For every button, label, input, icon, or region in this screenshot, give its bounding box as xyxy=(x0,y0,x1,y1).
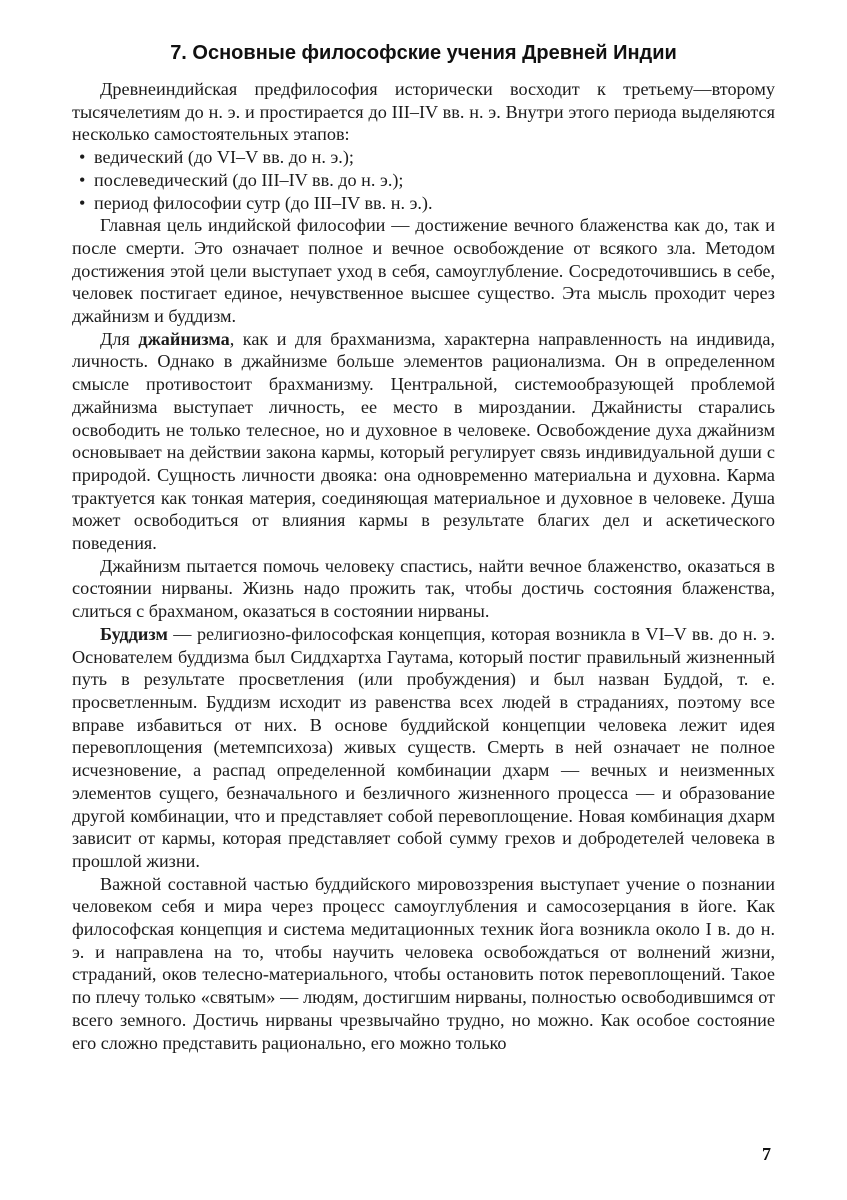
list-item xyxy=(72,146,775,169)
paragraph-jainism-salvation: Джайнизм пытается помочь человеку спастись, найти вечное блаженство, оказаться в состоянии нирваны. Жизнь надо прожить так, чтобы достичь состояния блаженства, слиться с брахманом, оказаться в состоянии нирваны. xyxy=(72,555,775,622)
list-item-text: период философии сутр (до III–IV вв. н. э.). xyxy=(94,192,433,213)
paragraph-text: — религиозно-философская концепция, которая возникла в VI–V вв. до н. э. Основателем буддизма был Сиддхартха Гаутама, который постиг правильный жизненный путь в результате просветления (или пробуждения) и был назван Буддой, т. е. просветленным. Буддизм исходит из равенства всех людей в страданиях, поэтому все вправе избавиться от них. В основе буддийской концепции человека лежит идея перевоплощения (метемпсихоза) живых существ. Смерть в ней означает не полное исчезновение, а распад определенной комбинации дхарм — вечных и неизменных элементов сущего, безначального и безличного жизненного процесса — и образование другой комбинации, что и представляет собой перевоплощение. Новая комбинация дхарм зависит от кармы, которая представляет собой сумму грехов и добродетелей человека в прошлой жизни. xyxy=(72,623,775,871)
list-item-text: послеведический (до III–IV вв. до н. э.); xyxy=(94,169,404,190)
list-item xyxy=(72,169,775,192)
bullet-icon: • xyxy=(79,147,86,168)
paragraph-main-goal: Главная цель индийской философии — достижение вечного блаженства как до, так и после смерти. Это означает полное и вечное освобождение от всякого зла. Методом достижения этой цели выступает уход в себя, самоуглубление. Сосредоточившись в себе, человек постигает единое, нечувственное высшее существо. Эта мысль проходит через джайнизм и буддизм. xyxy=(72,215,775,327)
term-jainism: джайнизма xyxy=(138,328,230,349)
bullet-icon: • xyxy=(79,192,86,213)
term-buddhism: Буддизм xyxy=(100,623,168,644)
paragraph-text: Для xyxy=(100,328,139,349)
list-item xyxy=(72,192,775,215)
page-title: 7. Основные философские учения Древней Индии xyxy=(170,42,677,64)
list-item-text: ведический (до VI–V вв. до н. э.); xyxy=(94,147,354,168)
paragraph-buddhism xyxy=(72,623,775,873)
paragraph-intro: Древнеиндийская предфилософия исторически восходит к третьему—второму тысячелетиям до н. э. и простирается до III–IV вв. н. э. Внутри этого периода выделяются несколько самостоятельных этапов: xyxy=(72,79,775,145)
page-number: 7 xyxy=(762,1144,771,1165)
paragraph-text: , как и для брахманизма, характерна направленность на индивида, личность. Однако в джайнизме больше элементов рационализма. Он в определенном смысле противостоит брахманизму. Центральной, системообразующей проблемой джайнизма выступает личность, ее место в мироздании. Джайнисты старались освободить не только телесное, но и духовное в человеке. Освобождение духа джайнизм основывает на действии закона кармы, который регулирует связь индивидуальной души с природой. Сущность личности двояка: она одновременно материальна и духовна. Карма трактуется как тонкая материя, соединяющая материальное и духовное в человеке. Душа может освободиться от влияния кармы в результате благих дел и аскетического поведения. xyxy=(72,328,775,554)
etaps-bullet-list xyxy=(72,146,775,214)
paragraph-jainism xyxy=(72,328,775,555)
paragraph-yoga: Важной составной частью буддийского мировоззрения выступает учение о познании человеком себя и мира через процесс самоуглубления и самосозерцания в йоге. Как философская концепция и система медитационных техник йога возникла около I в. до н. э. и направлена на то, чтобы научить человека освобождаться от волнений жизни, страданий, оков телесно-материального, чтобы остановить поток перевоплощений. Такое по плечу только «святым» — людям, достигшим нирваны, полностью освободившимся от всего земного. Достичь нирваны чрезвычайно трудно, но можно. Как особое состояние его сложно представить рационально, его можно только xyxy=(72,873,775,1053)
bullet-icon: • xyxy=(79,169,86,190)
